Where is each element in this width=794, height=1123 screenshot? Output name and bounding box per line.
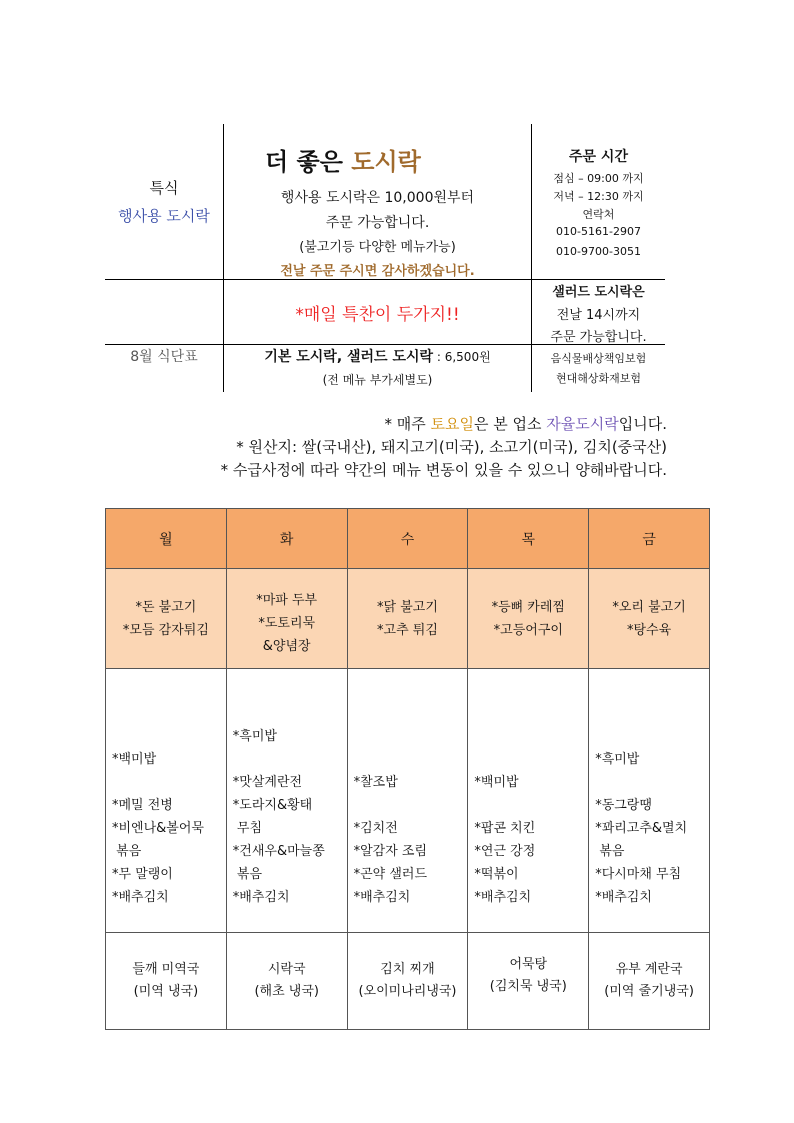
day-thu: 목 <box>468 509 589 569</box>
phone-1: 010-5161-2907 <box>556 225 641 238</box>
contact-label: 연락처 <box>582 208 615 221</box>
basic-price: : 6,500원 <box>433 350 491 364</box>
soup-cell: 유부 계란국 (미역 줄기냉국) <box>589 933 710 1030</box>
order-lunch: 점심 – 09:00 까지 <box>553 172 644 185</box>
note-saturday: * 매주 토요일은 본 업소 자율도시락입니다. <box>384 415 667 433</box>
soup-cell: 들깨 미역국 (미역 냉국) <box>106 933 227 1030</box>
mains-cell: *흑미밥 *맛살계란전 *도라지&황태 무침 *건새우&마늘쫑 볶음 *배추김치 <box>226 669 347 933</box>
brand-highlight: 도시락 <box>351 148 421 176</box>
mains-row <box>106 669 710 933</box>
mains-cell: *백미밥 *메밀 전병 *비엔나&볼어묵 볶음 *무 말랭이 *배추김치 <box>106 669 227 933</box>
notes-block <box>221 413 667 482</box>
info-line3: (불고기등 다양한 메뉴가능) <box>299 240 456 255</box>
soup-cell: 시락국 (해초 냉국) <box>226 933 347 1030</box>
info-line2: 주문 가능합니다. <box>325 215 430 231</box>
basic-title: 기본 도시락, 샐러드 도시락 <box>264 349 434 365</box>
soup-cell: 어묵탕 (김치묵 냉국) <box>468 933 589 1030</box>
note-menu-change: * 수급사정에 따라 약간의 메뉴 변동이 있을 수 있으니 양해바랍니다. <box>220 461 667 479</box>
brand-prefix: 더 좋은 <box>265 148 352 176</box>
day-header-row <box>106 509 710 569</box>
soups-row <box>106 933 710 1030</box>
specials-row <box>106 569 710 669</box>
day-fri: 금 <box>589 509 710 569</box>
header-divider-middle <box>105 279 665 280</box>
info-line4: 전날 주문 주시면 감사하겠습니다. <box>280 264 475 279</box>
salad-line2: 전날 14시까지 <box>556 308 641 323</box>
order-dinner: 저녁 – 12:30 까지 <box>553 190 644 203</box>
brand-title <box>265 142 421 177</box>
basic-note: (전 메뉴 부가세별도) <box>322 373 433 387</box>
day-tue: 화 <box>226 509 347 569</box>
event-box-label: 행사용 도시락 <box>118 207 210 225</box>
month-label: 8월 식단표 <box>130 349 198 365</box>
special-cell: *마파 두부 *도토리묵 &양념장 <box>226 569 347 669</box>
note-origin: * 원산지: 쌀(국내산), 돼지고기(미국), 소고기(미국), 김치(중국산) <box>236 438 667 456</box>
special-cell: *오리 불고기 *탕수육 <box>589 569 710 669</box>
salad-line1: 샐러드 도시락은 <box>552 285 645 300</box>
special-label: 특식 <box>149 179 179 197</box>
daily-special: *매일 특찬이 두가지!! <box>295 305 460 325</box>
info-line1: 행사용 도시락은 10,000원부터 <box>280 190 475 206</box>
phone-2: 010-9700-3051 <box>556 245 641 258</box>
special-cell: *돈 불고기 *모듬 감자튀김 <box>106 569 227 669</box>
soup-cell: 김치 찌개 (오이미나리냉국) <box>347 933 468 1030</box>
day-mon: 월 <box>106 509 227 569</box>
day-wed: 수 <box>347 509 468 569</box>
insurance-2: 현대해상화재보험 <box>555 372 641 385</box>
special-cell: *닭 불고기 *고추 튀김 <box>347 569 468 669</box>
basic-line <box>224 346 531 366</box>
special-cell: *등뼈 카레찜 *고등어구이 <box>468 569 589 669</box>
mains-cell: *찰조밥 *김치전 *알감자 조림 *곤약 샐러드 *배추김치 <box>347 669 468 933</box>
insurance-1: 음식물배상책임보험 <box>550 352 647 365</box>
salad-line3: 주문 가능합니다. <box>550 330 647 345</box>
mains-cell: *흑미밥 *동그랑땡 *꽈리고추&멸치 볶음 *다시마채 무침 *배추김치 <box>589 669 710 933</box>
menu-table <box>105 508 710 1030</box>
order-title: 주문 시간 <box>569 149 628 165</box>
mains-cell: *백미밥 *팝콘 치킨 *연근 강정 *떡볶이 *배추김치 <box>468 669 589 933</box>
